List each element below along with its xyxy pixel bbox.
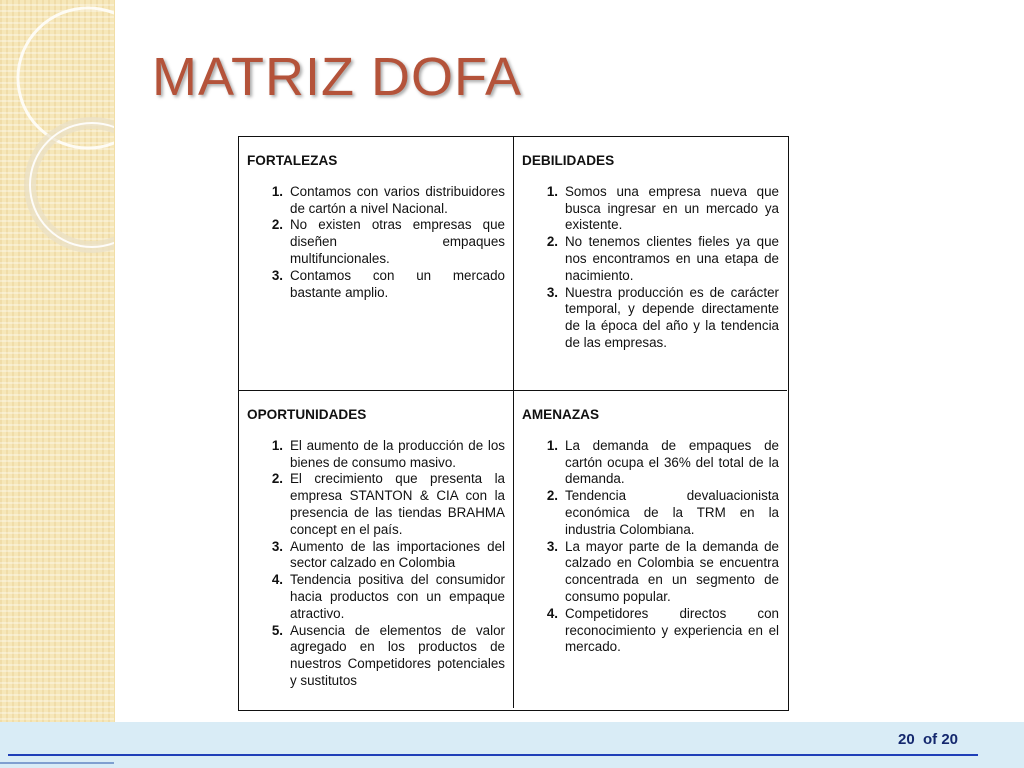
list-item: 3. Contamos con un mercado bastante amplio. bbox=[271, 267, 505, 300]
decorative-side-strip bbox=[0, 0, 115, 768]
quadrant-heading: FORTALEZAS bbox=[247, 153, 338, 168]
quadrant-heading: AMENAZAS bbox=[522, 407, 600, 422]
page-indicator: 20 of 20 bbox=[898, 731, 959, 748]
quadrant-heading: OPORTUNIDADES bbox=[247, 407, 367, 422]
dofa-matrix bbox=[238, 136, 789, 711]
list-item: 1. Somos una empresa nueva que busca ingresar en un mercado ya existente. bbox=[546, 183, 779, 233]
quadrant-heading: DEBILIDADES bbox=[522, 153, 615, 168]
list-item: 2. No existen otras empresas que diseñen empaques multifuncionales. bbox=[271, 217, 505, 266]
quadrant-list bbox=[247, 438, 505, 690]
footer-divider-left bbox=[0, 762, 114, 764]
list-item: 4. Tendencia positiva del consumidor hacia productos con un empaque atractivo. bbox=[271, 572, 505, 621]
footer-divider bbox=[8, 754, 978, 756]
footer-bar bbox=[0, 722, 1024, 768]
list-item: 1. La demanda de empaques de cartón ocupa el 36% del total de la demanda. bbox=[546, 437, 779, 487]
quadrant-debilidades bbox=[513, 137, 787, 390]
quadrant-amenazas bbox=[513, 390, 787, 708]
list-item: 5. Ausencia de elementos de valor agregado en los productos de nuestros Competidores potenciales y sustitutos bbox=[271, 622, 505, 688]
quadrant-list bbox=[522, 438, 779, 656]
list-item: 3. Nuestra producción es de carácter temporal, y depende directamente de la época del año y la tendencia de las empresas. bbox=[546, 284, 779, 350]
list-item: 3. La mayor parte de la demanda de calzado en Colombia se encuentra concentrada en un segmento de consumo popular. bbox=[546, 538, 779, 604]
quadrant-list bbox=[247, 184, 505, 302]
quadrant-fortalezas bbox=[239, 137, 513, 390]
decorative-circles bbox=[0, 0, 114, 768]
slide-title: MATRIZ DOFA bbox=[152, 47, 522, 107]
list-item: 3. Aumento de las importaciones del sector calzado en Colombia bbox=[271, 538, 505, 571]
list-item: 4. Competidores directos con reconocimiento y experiencia en el mercado. bbox=[546, 605, 779, 655]
list-item: 2. El crecimiento que presenta la empresa STANTON & CIA con la presencia de las tiendas BRAHMA concept en el país. bbox=[271, 471, 505, 537]
quadrant-oportunidades bbox=[239, 390, 513, 708]
list-item: 1. El aumento de la producción de los bienes de consumo masivo. bbox=[271, 437, 505, 470]
list-item: 2. Tendencia devaluacionista económica de la TRM en la industria Colombiana. bbox=[546, 488, 779, 537]
list-item: 1. Contamos con varios distribuidores de cartón a nivel Nacional. bbox=[271, 183, 505, 216]
quadrant-list bbox=[522, 184, 779, 352]
list-item: 2. No tenemos clientes fieles ya que nos encontramos en una etapa de nacimiento. bbox=[546, 234, 779, 283]
